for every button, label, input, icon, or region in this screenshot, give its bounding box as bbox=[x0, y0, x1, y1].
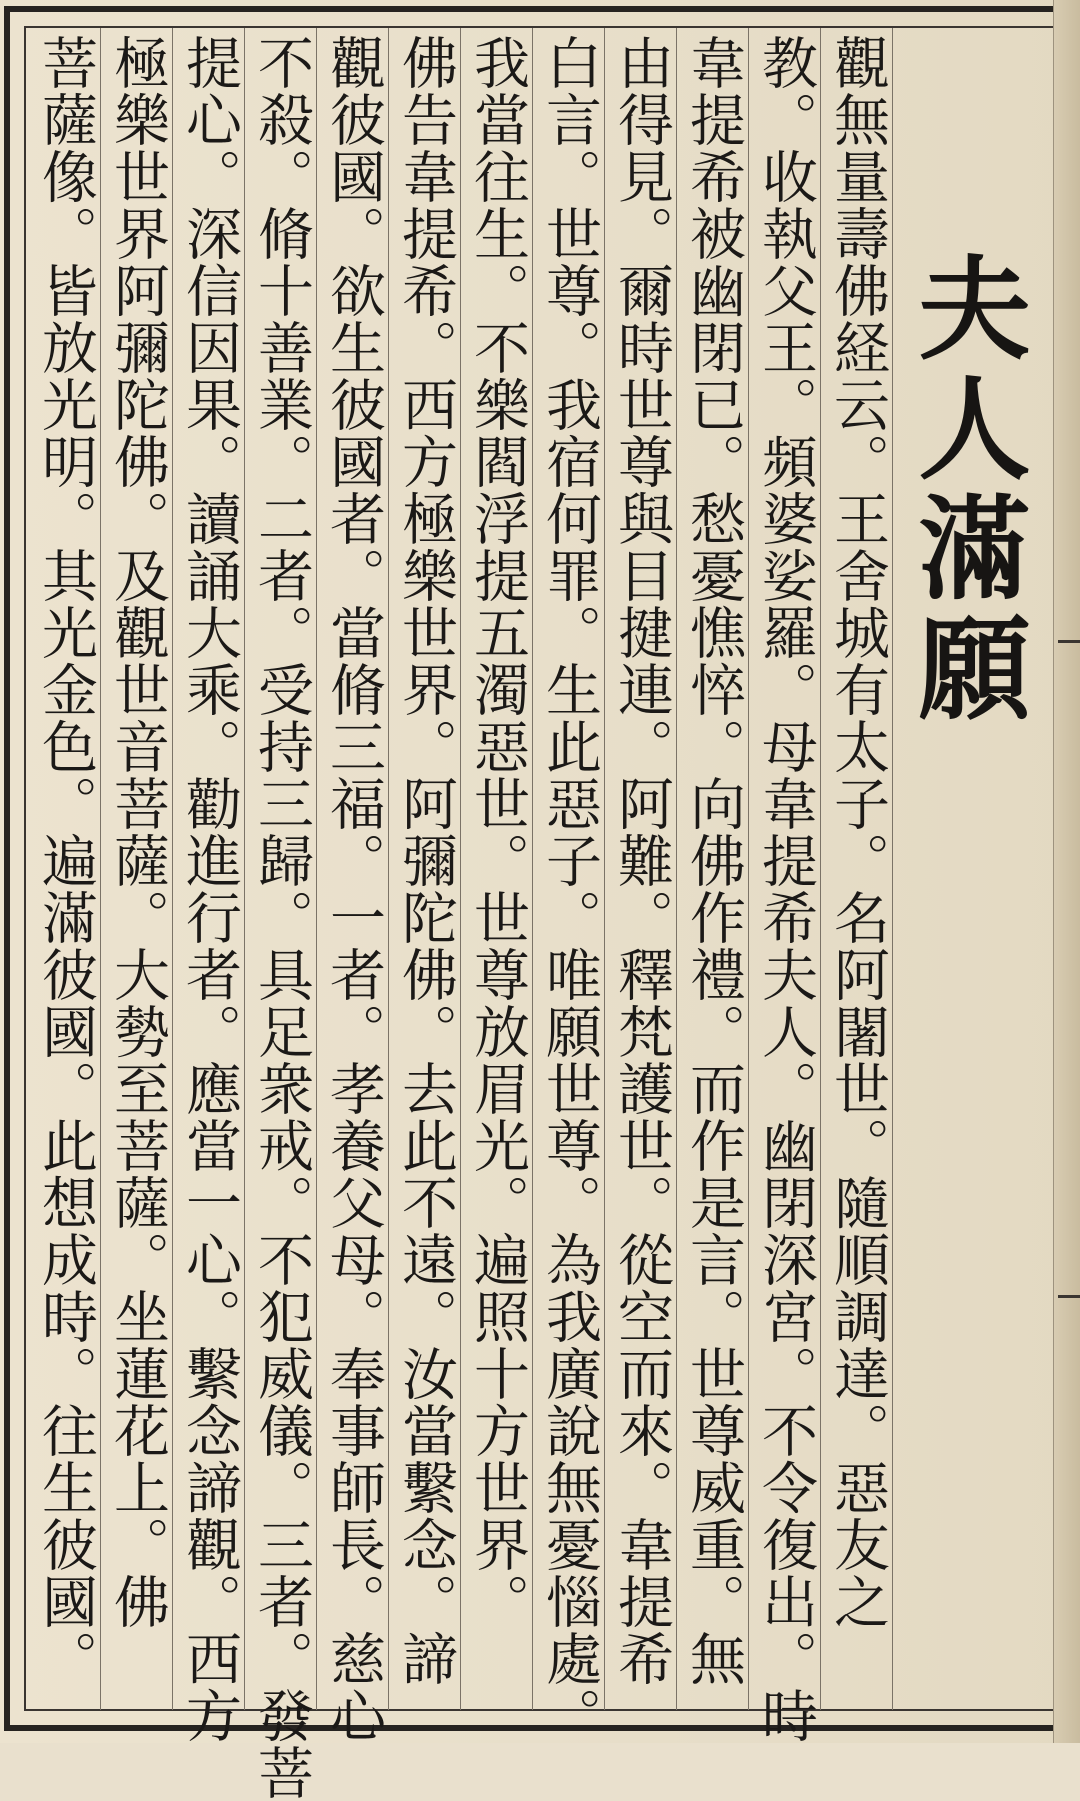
column-rule bbox=[748, 28, 749, 1710]
text-column-9: 不殺。脩十善業。二者。受持三歸。具足衆戒。不犯威儀。三者。發菩 bbox=[249, 34, 314, 1801]
text-column-4: 由得見。爾時世尊與目揵連。阿難。釋梵護世。從空而來。韋提希 bbox=[609, 34, 674, 1687]
page-title: 夫人滿願 bbox=[900, 250, 1031, 730]
column-rule bbox=[676, 28, 677, 1710]
column-rule bbox=[100, 28, 101, 1710]
text-column-6: 我當往生。不樂閻浮提五濁惡世。世尊放眉光。遍照十方世界。 bbox=[465, 34, 530, 1630]
column-rule bbox=[388, 28, 389, 1710]
text-column-2: 教。收執父王。頻婆娑羅。母韋提希夫人。幽閉深宮。不令復出。時 bbox=[753, 34, 818, 1744]
text-column-10: 提心。深信因果。讀誦大乘。勸進行者。應當一心。繫念諦觀。西方 bbox=[177, 34, 242, 1744]
column-rule bbox=[244, 28, 245, 1710]
text-column-7: 佛告韋提希。西方極樂世界。阿彌陀佛。去此不遠。汝當繫念。諦 bbox=[393, 34, 458, 1687]
text-column-11: 極樂世界阿彌陀佛。及觀世音菩薩。大勢至菩薩。坐蓮花上。佛 bbox=[105, 34, 170, 1630]
column-rule bbox=[892, 28, 893, 1710]
column-rule bbox=[460, 28, 461, 1710]
text-column-5: 白言。世尊。我宿何罪。生此惡子。唯願世尊。為我廣說無憂惱處。 bbox=[537, 34, 602, 1744]
text-column-3: 韋提希被幽閉已。愁憂憔悴。向佛作禮。而作是言。世尊威重。無 bbox=[681, 34, 746, 1687]
column-rule bbox=[316, 28, 317, 1710]
column-rule bbox=[820, 28, 821, 1710]
column-rule bbox=[172, 28, 173, 1710]
column-rule bbox=[532, 28, 533, 1710]
gutter-mark bbox=[1058, 640, 1080, 643]
text-column-1: 觀無量壽佛経云。王舍城有太子。名阿闍世。隨順調達。惡友之 bbox=[825, 34, 890, 1630]
text-column-8: 觀彼國。欲生彼國者。當脩三福。一者。孝養父母。奉事師長。慈心 bbox=[321, 34, 386, 1744]
text-column-12: 菩薩像。皆放光明。其光金色。遍滿彼國。此想成時。往生彼國。 bbox=[33, 34, 98, 1687]
gutter-mark bbox=[1058, 1295, 1080, 1298]
column-rule bbox=[604, 28, 605, 1710]
page-gutter bbox=[1053, 0, 1080, 1743]
